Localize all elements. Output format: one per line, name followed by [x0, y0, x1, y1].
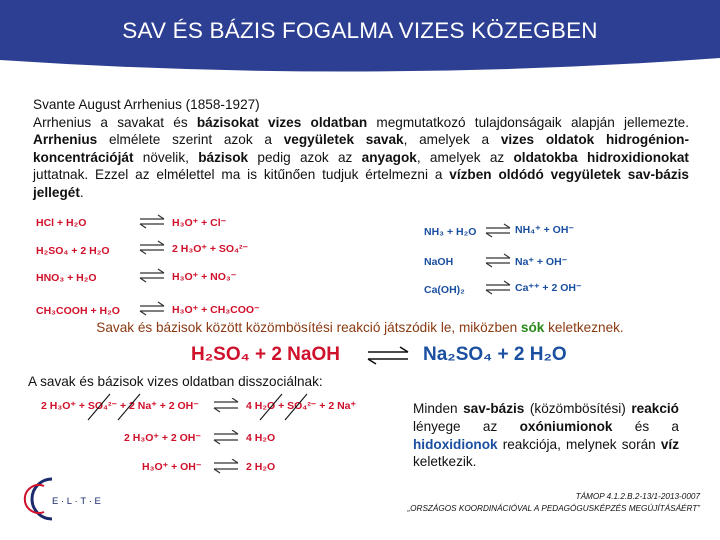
- ionic-eq-3-right: 2 H₂O: [246, 461, 276, 473]
- intro-lead: Svante August Arrhenius (1858-1927): [33, 97, 260, 112]
- footer: [407, 491, 700, 515]
- footer-project-title: „ORSZÁGOS KOORDINÁCIÓVAL A PEDAGÓGUSKÉPZÉS MEGÚJÍTÁSÁÉRT”: [407, 504, 700, 513]
- base-eq-2-left: NaOH: [424, 256, 454, 268]
- footer-project-code: TÁMOP 4.1.2.B.2-13/1-2013-0007: [575, 492, 700, 501]
- ionic-eq-2-right: 4 H₂O: [246, 432, 276, 444]
- logo-text: E·L·T·E: [52, 496, 104, 507]
- ionic-eq-1-right: 4 H₂O + SO₄²⁻ + 2 Na⁺: [246, 400, 357, 412]
- intro-body: Arrhenius a savakat és bázisokat vizes oldatban megmutatkozó tulajdonságaik alapján jellemezte. Arrhenius elmélete szerint azok a vegyületek savak, amelyek a vizes oldatok hidrogénion-koncentrációját növelik, bázisok pedig azok az anyagok, amelyek az oldatokba hidroxidionokat juttatnak. Ezzel az elmélettel ma is kitűnően tudjuk értelmezni a vízben oldódó vegyületek sav-bázis jellegét.: [33, 114, 689, 200]
- acid-eq-1-left: HCl + H₂O: [36, 217, 87, 229]
- ionic-eq-1-left: 2 H₃O⁺ + SO₄²⁻ + 2 Na⁺ + 2 OH⁻: [41, 400, 199, 412]
- acid-eq-2-right: 2 H₃O⁺ + SO₄²⁻: [172, 243, 249, 255]
- acid-equilibrium-arrows-icon: [138, 214, 168, 324]
- ionic-eq-3-left: H₃O⁺ + OH⁻: [142, 461, 202, 473]
- ionic-eq-2-left: 2 H₃O⁺ + 2 OH⁻: [124, 432, 201, 444]
- ionic-eq-3-arrows-icon: [212, 459, 242, 475]
- main-equilibrium-arrow-icon: [366, 346, 412, 366]
- header-banner: [0, 0, 720, 72]
- main-equation-left: H₂SO₄ + 2 NaOH: [191, 344, 340, 365]
- dissociation-label: A savak és bázisok vizes oldatban disszociálnak:: [28, 374, 323, 389]
- acid-eq-3-left: HNO₃ + H₂O: [36, 272, 97, 284]
- base-equilibrium-arrows-icon: [484, 223, 514, 298]
- acid-eq-1-right: H₃O⁺ + Cl⁻: [172, 217, 227, 229]
- base-eq-1-left: NH₃ + H₂O: [424, 226, 477, 238]
- main-equation-right: Na₂SO₄ + 2 H₂O: [423, 344, 567, 365]
- page-title: SAV ÉS BÁZIS FOGALMA VIZES KÖZEGBEN: [122, 18, 598, 43]
- base-eq-1-right: NH₄⁺ + OH⁻: [515, 224, 574, 236]
- explanation-paragraph: Minden sav-bázis (közömbösítési) reakció lényege az oxóniumionok és a hidoxidionok reakciója, melynek során víz keletkezik.: [413, 401, 679, 470]
- base-eq-2-right: Na⁺ + OH⁻: [515, 256, 568, 268]
- acid-eq-4-left: CH₃COOH + H₂O: [36, 305, 120, 317]
- intro-paragraph: [33, 96, 689, 202]
- base-eq-3-left: Ca(OH)₂: [424, 284, 465, 296]
- acid-eq-4-right: H₃O⁺ + CH₃COO⁻: [172, 304, 260, 316]
- ionic-eq-2-arrows-icon: [212, 430, 242, 446]
- neutralization-sentence: Savak és bázisok között közömbösítési reakció játszódik le, miközben sók keletkeznek.: [96, 320, 624, 335]
- acid-eq-3-right: H₃O⁺ + NO₃⁻: [172, 271, 237, 283]
- acid-eq-2-left: H₂SO₄ + 2 H₂O: [36, 245, 110, 257]
- base-eq-3-right: Ca⁺⁺ + 2 OH⁻: [515, 282, 582, 294]
- spectator-ion-strikes: [80, 392, 320, 422]
